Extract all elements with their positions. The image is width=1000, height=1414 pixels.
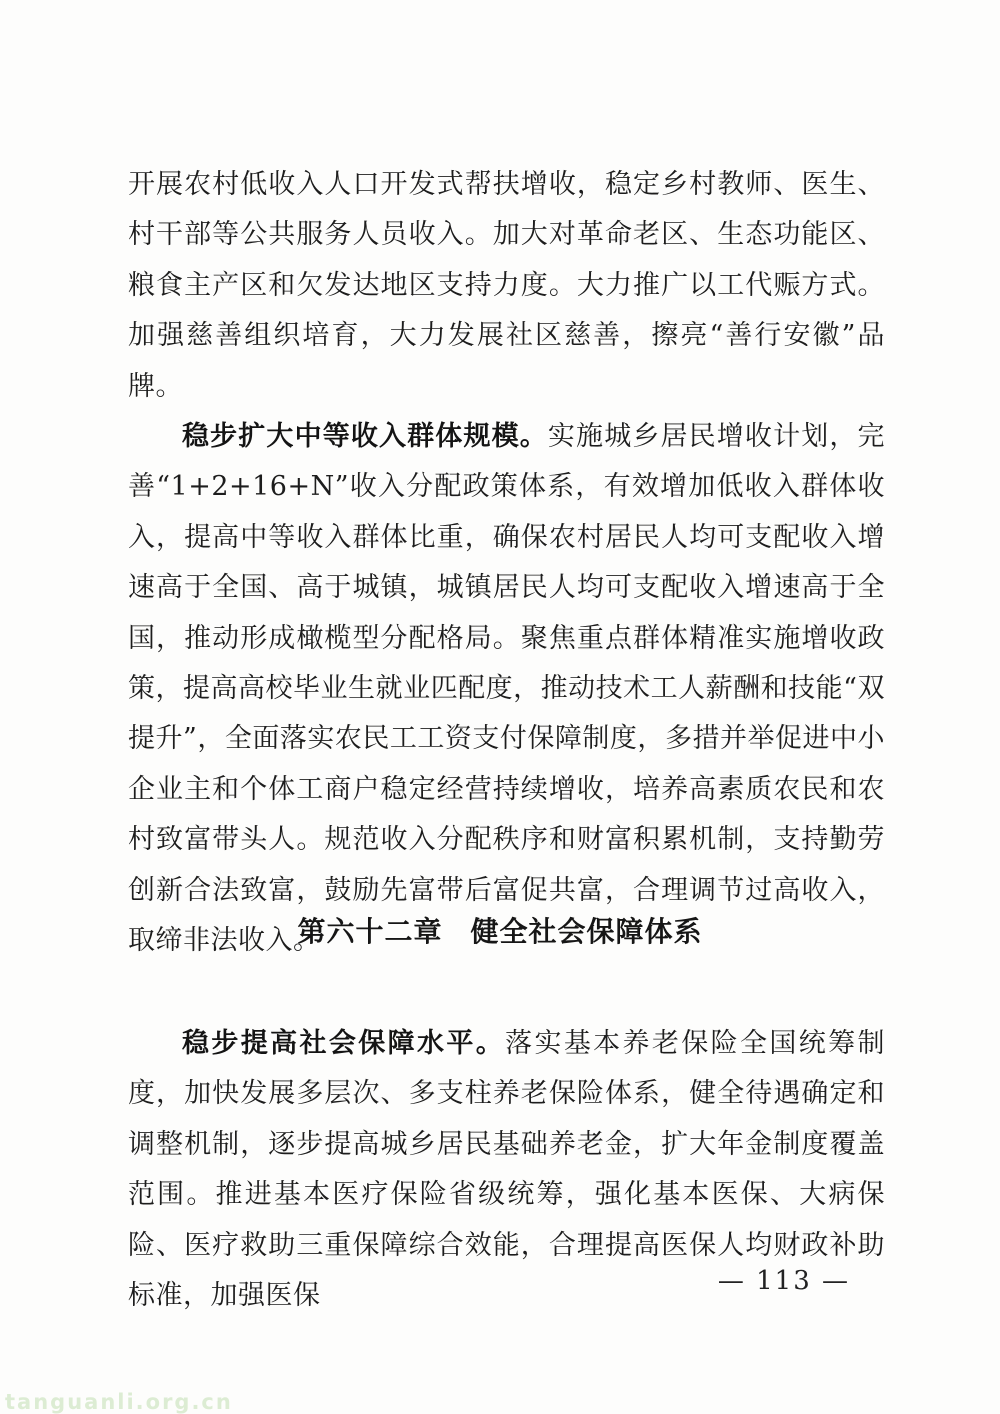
paragraph-text: 落实基本养老保险全国统筹制度，加快发展多层次、多支柱养老保险体系，健全待遇确定和调整机制，逐步提高城乡居民基础养老金，扩大年金制度覆盖范围。推进基本医疗保险省级统筹，强化基本医保、大病保险、医疗救助三重保障综合效能，合理提高医保人均财政补助标准，加强医保	[128, 1028, 886, 1312]
watermark: tanguanli.org.cn	[5, 1390, 233, 1414]
chapter-title: 健全社会保障体系	[470, 915, 703, 948]
page-number: — 113 —	[717, 1266, 850, 1296]
chapter-number: 第六十二章	[297, 915, 443, 948]
paragraph-text: 实施城乡居民增收计划，完善“1+2+16+N”收入分配政策体系，有效增加低收入群体收入，提高中等收入群体比重，确保农村居民人均可支配收入增速高于全国、高于城镇，城镇居民人均可支配收入增速高于全国，推动形成橄榄型分配格局。聚焦重点群体精准实施增收政策，提高高校毕业生就业匹配度，推动技术工人薪酬和技能“双提升”，全面落实农民工工资支付保障制度，多措并举促进中小企业主和个体工商户稳定经营持续增收，培养高素质农民和农村致富带头人。规范收入分配秩序和财富积累机制，支持勤劳创新合法致富，鼓励先富带后富促共富，合理调节过高收入，取缔非法收入。	[128, 421, 886, 957]
paragraph-text: 开展农村低收入人口开发式帮扶增收，稳定乡村教师、医生、村干部等公共服务人员收入。加大对革命老区、生态功能区、粮食主产区和欠发达地区支持力度。大力推广以工代赈方式。加强慈善组织培育，大力发展社区慈善，擦亮“善行安徽”品牌。	[128, 169, 885, 402]
paragraph-continuation	[128, 160, 885, 412]
body-text-block-top	[128, 160, 885, 967]
paragraph-lead: 稳步扩大中等收入群体规模。	[182, 421, 548, 453]
paragraph-lead: 稳步提高社会保障水平。	[182, 1028, 506, 1059]
paragraph-middle-income	[128, 412, 885, 966]
chapter-heading	[0, 910, 1000, 954]
